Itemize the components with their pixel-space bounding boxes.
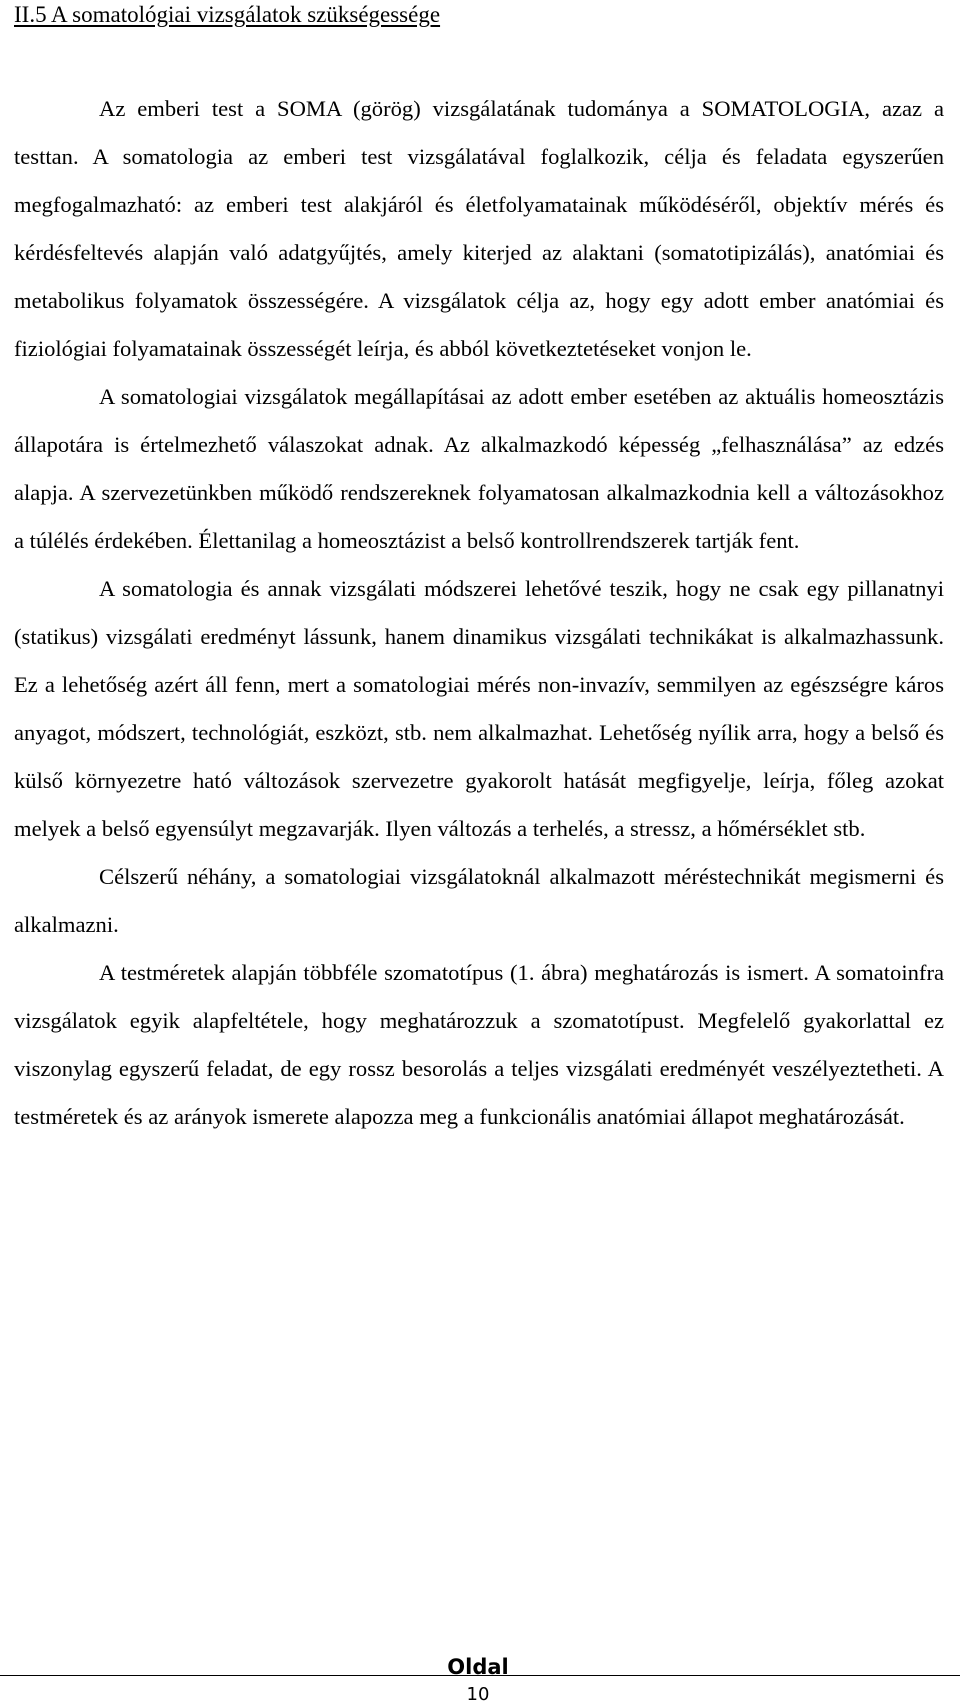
document-body	[14, 85, 944, 1141]
paragraph: Célszerű néhány, a somatologiai vizsgálatoknál alkalmazott méréstechnikát megismerni és alkalmazni.	[14, 864, 944, 937]
paragraph: A somatologiai vizsgálatok megállapításai az adott ember esetében az aktuális homeosztázis állapotára is értelmezhető válaszokat adnak. Az alkalmazkodó képesség „felhasználása” az edzés alapja. A szervezetünkben működő rendszereknek folyamatosan alkalmazkodnia kell a változásokhoz a túlélés érdekében. Élettanilag a homeosztázist a belső kontrollrendszerek tartják fent.	[14, 384, 944, 553]
section-heading: II.5 A somatológiai vizsgálatok szükségessége	[14, 2, 441, 27]
page-number: 10	[466, 1684, 490, 1705]
paragraph: Az emberi test a SOMA (görög) vizsgálatának tudománya a SOMATOLOGIA, azaz a testtan. A somatologia az emberi test vizsgálatával foglalkozik, célja és feladata egyszerűen megfogalmazható: az emberi test alakjáról és életfolyamatainak működéséről, objektív mérés és kérdésfeltevés alapján való adatgyűjtés, amely kiterjed az alaktani (somatotipizálás), anatómiai és metabolikus folyamatok összességére. A vizsgálatok célja az, hogy egy adott ember anatómiai és fiziológiai folyamatainak összességét leírja, és abból következtetéseket vonjon le.	[14, 96, 944, 361]
page-footer	[418, 1653, 538, 1705]
page-label: Oldal	[447, 1655, 509, 1679]
paragraph: A testméretek alapján többféle szomatotípus (1. ábra) meghatározás is ismert. A somatoinfra vizsgálatok egyik alapfeltétele, hogy meghatározzuk a szomatotípust. Megfelelő gyakorlattal ez viszonylag egyszerű feladat, de egy rossz besorolás a teljes vizsgálati eredményét veszélyeztetheti. A testméretek és az arányok ismerete alapozza meg a funkcionális anatómiai állapot meghatározását.	[14, 960, 944, 1129]
paragraph: A somatologia és annak vizsgálati módszerei lehetővé teszik, hogy ne csak egy pillanatnyi (statikus) vizsgálati eredményt lássunk, hanem dinamikus vizsgálati technikákat is alkalmazhassunk. Ez a lehetőség azért áll fenn, mert a somatologiai mérés non-invazív, semmilyen az egészségre káros anyagot, módszert, technológiát, eszközt, stb. nem alkalmazhat. Lehetőség nyílik arra, hogy a belső és külső környezetre ható változások szervezetre gyakorolt hatását megfigyelje, leírja, főleg azokat melyek a belső egyensúlyt megzavarják. Ilyen változás a terhelés, a stressz, a hőmérséklet stb.	[14, 576, 944, 841]
